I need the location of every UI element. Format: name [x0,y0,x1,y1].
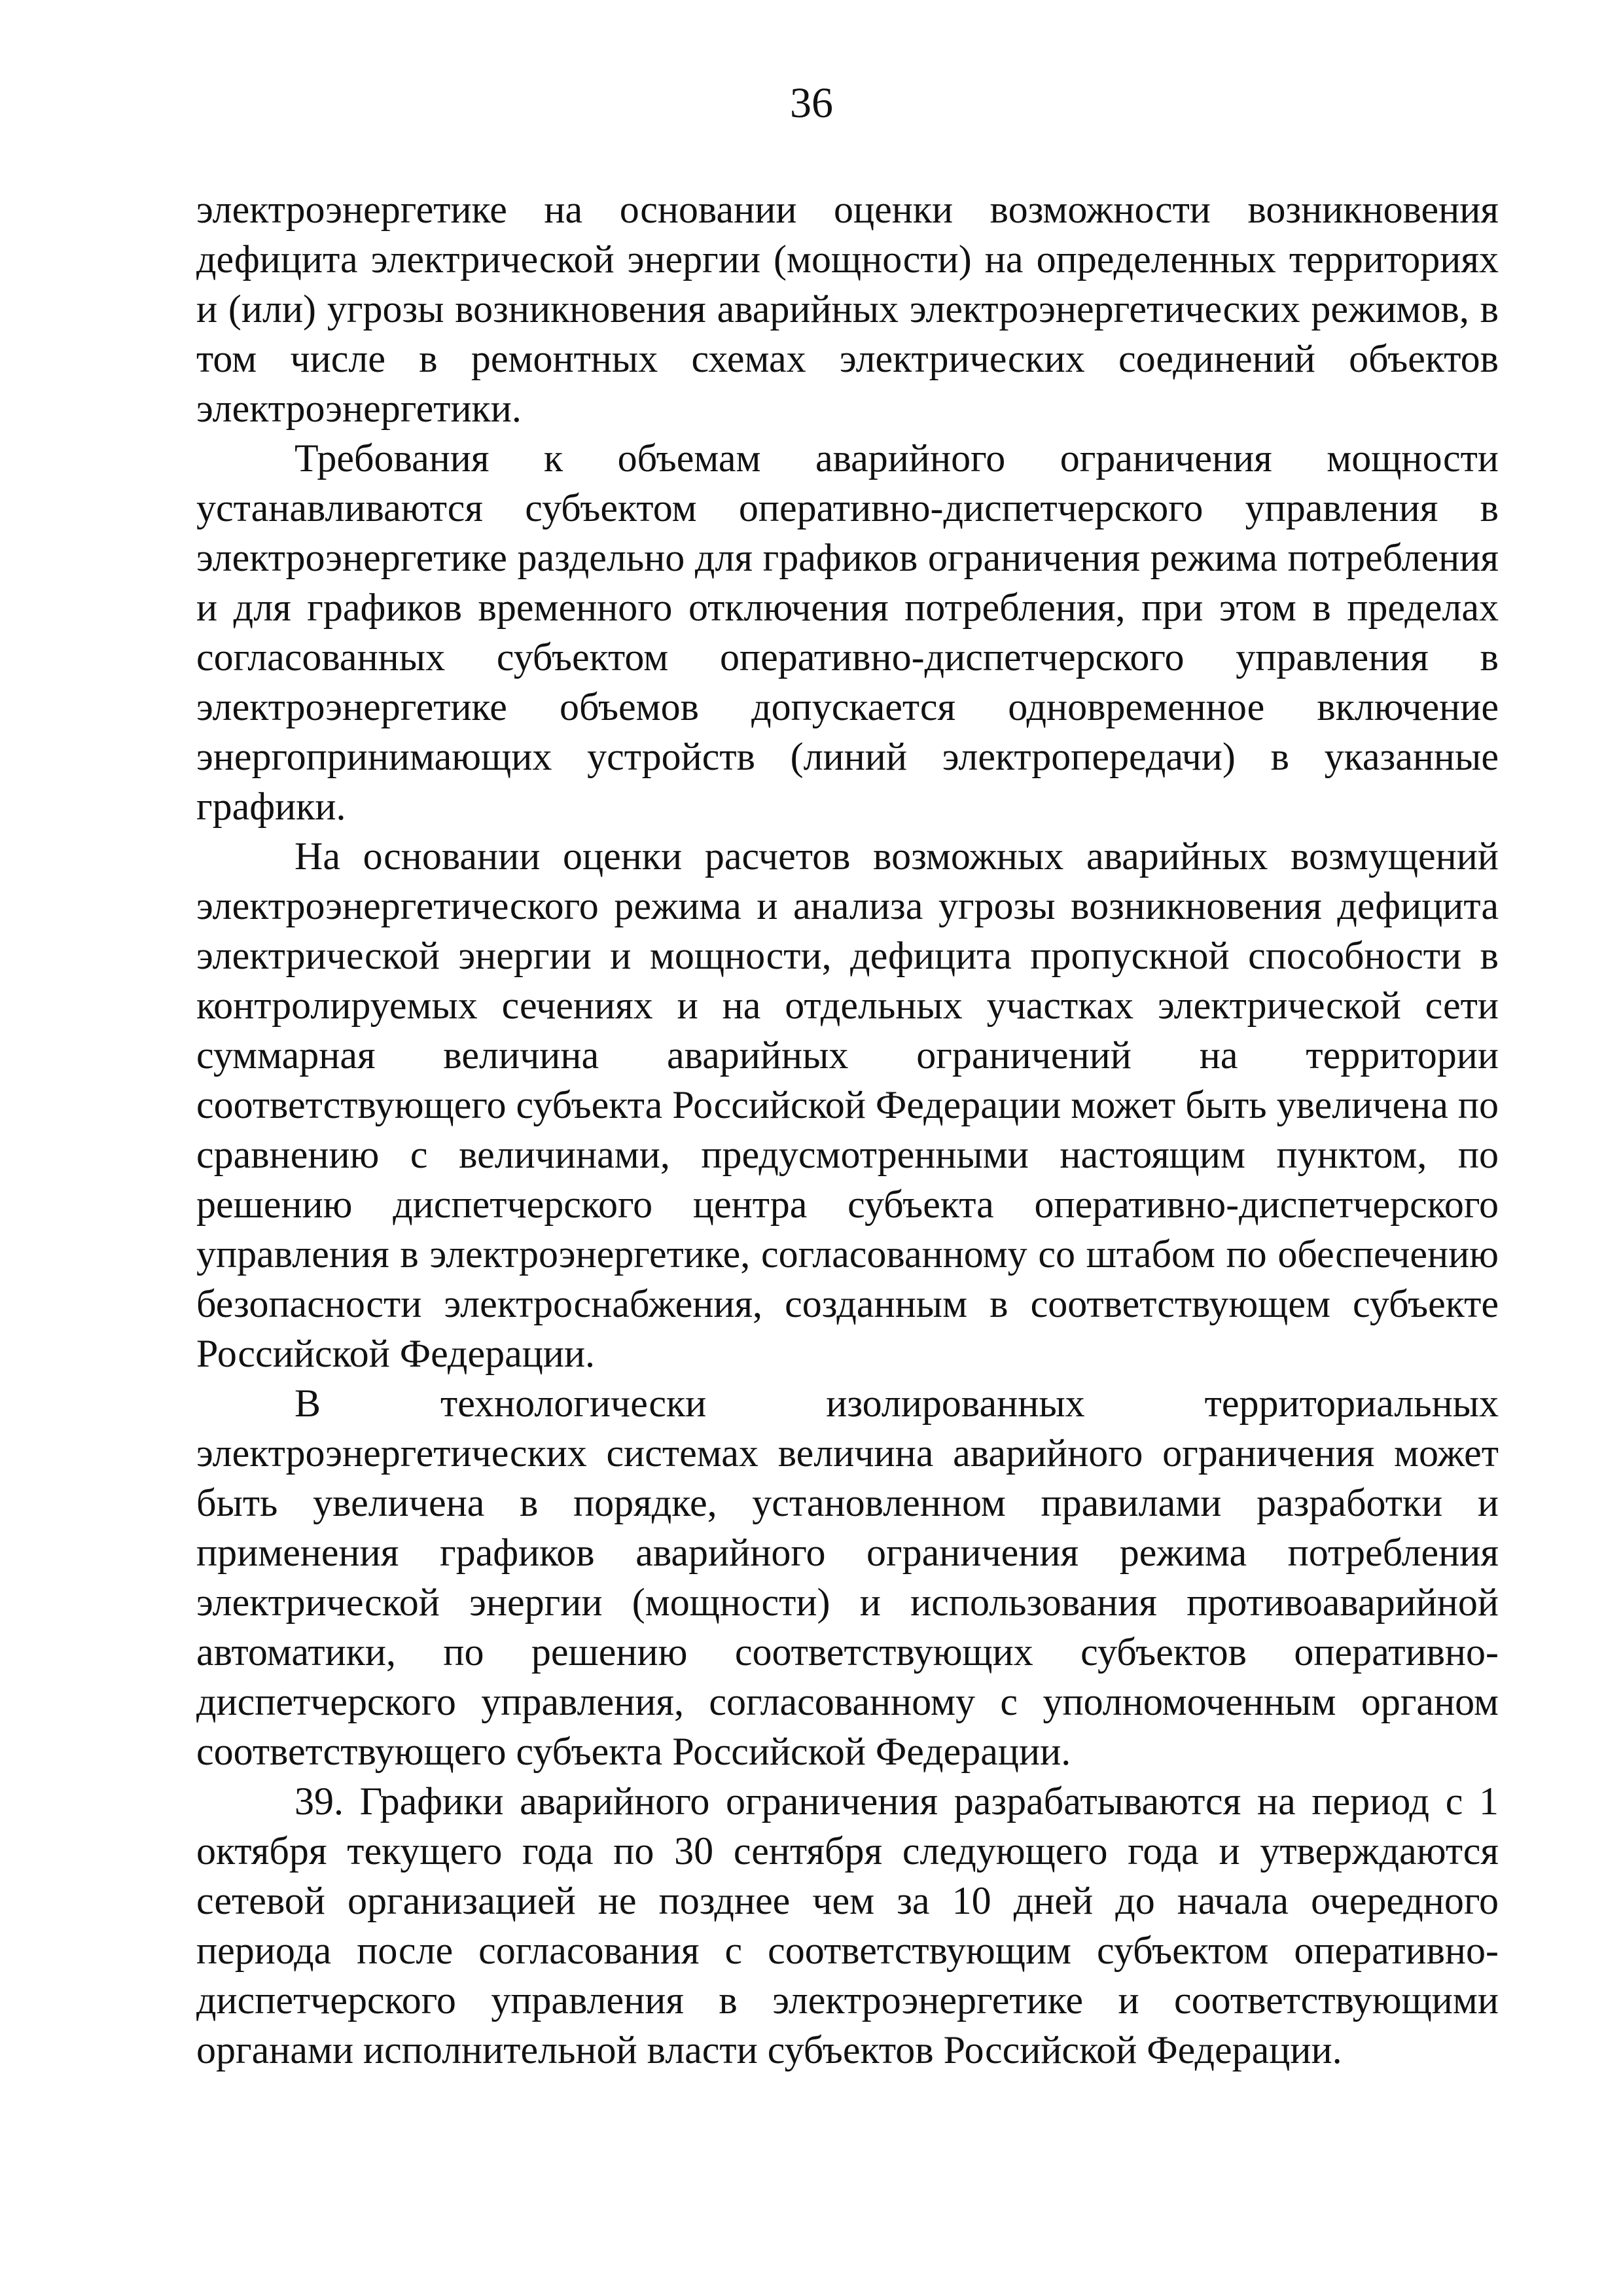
paragraph-item-39: 39. Графики аварийного ограничения разрабатываются на период с 1 октября текущего года по 30 сентября следующего года и утверждаются сетевой организацией не позднее чем за 10 дней до начала очередного периода после согласования с соответствующим субъектом оперативно-диспетчерского управления в электроэнергетике и соответствующими органами исполнительной власти субъектов Российской Федерации. [196,1780,1499,2072]
paragraph-continuation: электроэнергетике на основании оценки возможности возникновения дефицита электрической энергии (мощности) на определенных территориях и (или) угрозы возникновения аварийных электроэнергетических режимов, в том числе в ремонтных схемах электрических соединений объектов электроэнергетики. [196,188,1499,430]
page-number: 36 [790,79,833,127]
document-body [196,185,1499,2075]
paragraph-isolated-systems: В технологически изолированных территориальных электроэнергетических системах величина аварийного ограничения может быть увеличена в порядке, установленном правилами разработки и применения графиков аварийного ограничения режима потребления электрической энергии (мощности) и использования противоаварийной автоматики, по решению соответствующих субъектов оперативно-диспетчерского управления, согласованному с уполномоченным органом соответствующего субъекта Российской Федерации. [196,1382,1499,1773]
paragraph-emergency-limit-requirements: Требования к объемам аварийного ограничения мощности устанавливаются субъектом оперативно-диспетчерского управления в электроэнергетике раздельно для графиков ограничения режима потребления и для графиков временного отключения потребления, при этом в пределах согласованных субъектом оперативно-диспетчерского управления в электроэнергетике объемов допускается одновременное включение энергопринимающих устройств (линий электропередачи) в указанные графики. [196,437,1499,828]
paragraph-limit-increase-by-dispatch-center: На основании оценки расчетов возможных аварийных возмущений электроэнергетического режима и анализа угрозы возникновения дефицита электрической энергии и мощности, дефицита пропускной способности в контролируемых сечениях и на отдельных участках электрической сети суммарная величина аварийных ограничений на территории соответствующего субъекта Российской Федерации может быть увеличена по сравнению с величинами, предусмотренными настоящим пунктом, по решению диспетчерского центра субъекта оперативно-диспетчерского управления в электроэнергетике, согласованному со штабом по обеспечению безопасности электроснабжения, созданным в соответствующем субъекте Российской Федерации. [196,834,1499,1375]
